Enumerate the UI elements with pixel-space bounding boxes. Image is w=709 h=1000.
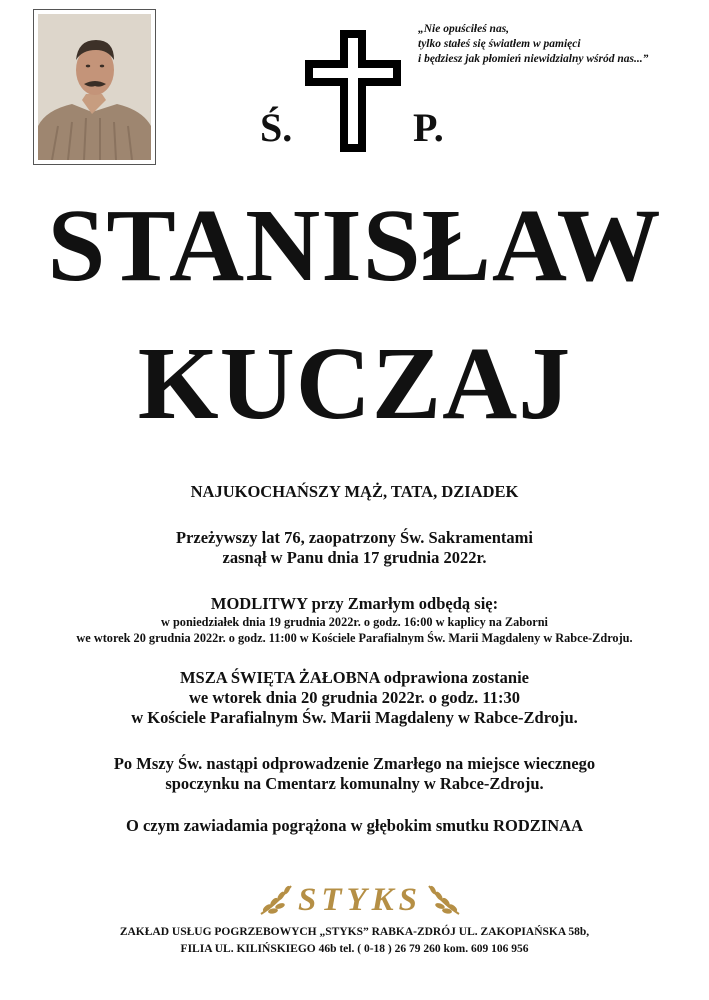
life-info bbox=[0, 528, 709, 568]
prefix-s: Ś. bbox=[260, 105, 293, 150]
burial-line-1: Po Mszy Św. nastąpi odprowadzenie Zmarłego na miejsce wiecznego bbox=[113, 754, 596, 773]
quote-line-2: tylko stałeś się światłem w pamięci bbox=[418, 38, 581, 50]
prayers-line-2: we wtorek 20 grudnia 2022r. o godz. 11:00 w Kościele Parafialnym Św. Marii Magdaleny w Rabce-Zdroju. bbox=[76, 631, 633, 645]
cross-icon bbox=[305, 30, 401, 152]
prayers-header: MODLITWY przy Zmarłym odbędą się: bbox=[210, 594, 499, 613]
footer-line-2: FILIA UL. KILIŃSKIEGO 46b tel. ( 0-18 ) 26 79 260 kom. 609 106 956 bbox=[180, 943, 529, 955]
mass-section bbox=[0, 668, 709, 728]
quote-line-1: „Nie opuściłeś nas, bbox=[418, 23, 510, 35]
styks-logo bbox=[255, 880, 465, 922]
prayers-line-1: w poniedziałek dnia 19 grudnia 2022r. o godz. 16:00 w kaplicy na Zaborni bbox=[161, 615, 548, 629]
quote-line-3: i będziesz jak płomień niewidzialny wśród nas...” bbox=[418, 53, 649, 65]
memorial-quote bbox=[418, 22, 698, 67]
family-line: O czym zawiadamia pogrążona w głębokim smutku RODZINAA bbox=[126, 816, 583, 835]
portrait-photo bbox=[38, 14, 151, 160]
prayers-section bbox=[0, 594, 709, 646]
life-line-1: Przeżywszy lat 76, zaopatrzony Św. Sakramentami bbox=[176, 528, 533, 547]
mass-line-3: w Kościele Parafialnym Św. Marii Magdaleny w Rabce-Zdroju. bbox=[131, 708, 578, 727]
deceased-last-name: KUCZAJ bbox=[137, 326, 572, 441]
portrait-photo-frame bbox=[33, 9, 156, 165]
mass-line-1: MSZA ŚWIĘTA ŻAŁOBNA odprawiona zostanie bbox=[179, 668, 529, 687]
relation-line: NAJUKOCHAŃSZY MĄŻ, TATA, DZIADEK bbox=[190, 482, 519, 501]
portrait-illustration bbox=[38, 14, 151, 160]
prefix-p: P. bbox=[413, 105, 444, 150]
burial-line-2: spoczynku na Cmentarz komunalny w Rabce-Zdroju. bbox=[165, 774, 544, 793]
footer-line-1: ZAKŁAD USŁUG POGRZEBOWYCH „STYKS” RABKA-ZDRÓJ UL. ZAKOPIAŃSKA 58b, bbox=[119, 926, 590, 938]
funeral-home-footer bbox=[0, 924, 709, 958]
mass-line-2: we wtorek dnia 20 grudnia 2022r. o godz. 11:30 bbox=[189, 688, 520, 707]
logo-text: STYKS bbox=[297, 882, 423, 918]
life-line-2: zasnął w Panu dnia 17 grudnia 2022r. bbox=[222, 548, 487, 567]
burial-section bbox=[0, 754, 709, 794]
deceased-first-name: STANISŁAW bbox=[47, 188, 662, 303]
